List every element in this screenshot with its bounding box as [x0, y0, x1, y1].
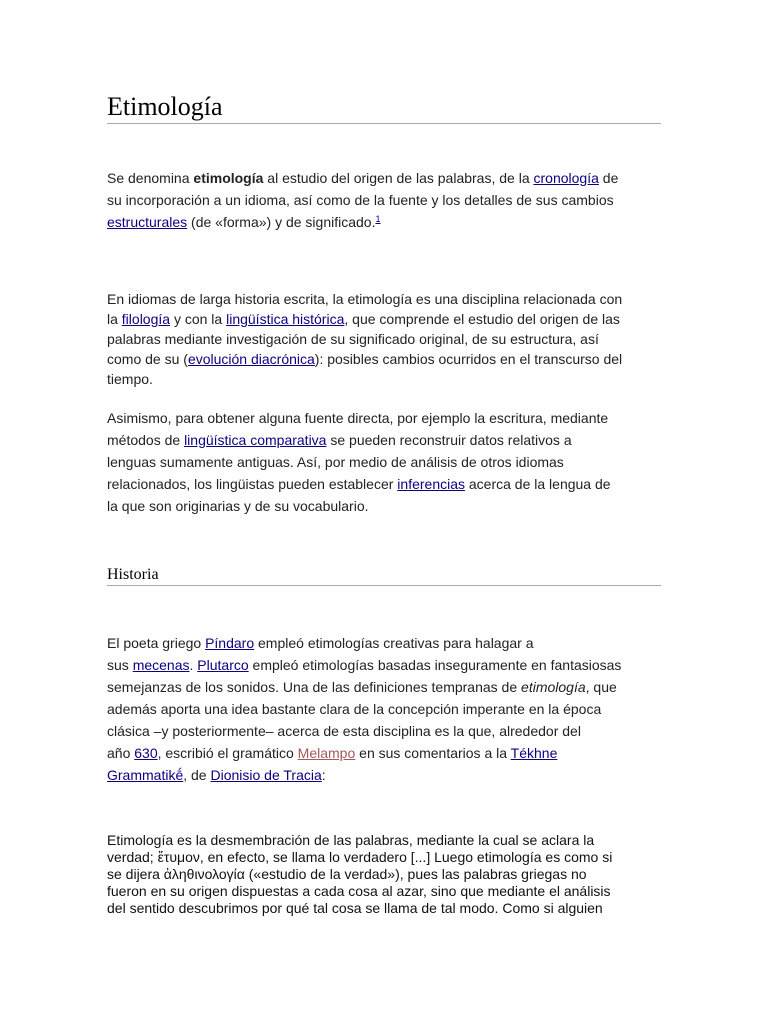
paragraph [107, 632, 667, 786]
text: métodos de [107, 432, 185, 448]
text-line [107, 167, 667, 189]
text-line: palabras mediante investigación de su significado original, de su estructura, así [107, 331, 599, 347]
text: se pueden reconstruir datos relativos a [326, 432, 572, 448]
link-filologia[interactable]: filología [121, 311, 171, 327]
text: , escribió el gramático [157, 745, 298, 761]
text-line [107, 473, 667, 495]
text: la [107, 311, 122, 327]
link-630[interactable]: 630 [134, 745, 158, 761]
text-line [107, 676, 667, 698]
italic-term: etimología [521, 679, 586, 695]
quote-block [107, 832, 667, 917]
paragraph [107, 407, 667, 517]
text-line: su incorporación a un idioma, así como de la fuente y los detalles de sus cambios [107, 192, 614, 208]
text-line: clásica –y posteriormente– acerca de esta disciplina es la que, alrededor del [107, 723, 581, 739]
link-plutarco[interactable]: Plutarco [197, 657, 249, 673]
text-line [107, 349, 667, 369]
text-line: Asimismo, para obtener alguna fuente directa, por ejemplo la escritura, mediante [107, 410, 609, 426]
text: empleó etimologías creativas para halagar a [254, 635, 534, 651]
link-pindaro[interactable]: Píndaro [205, 635, 255, 651]
link-tekhne[interactable]: Tékhne [510, 745, 558, 761]
text-line: además aporta una idea bastante clara de la concepción imperante en la época [107, 701, 602, 717]
text: de [598, 170, 619, 186]
text-line: verdad; ἔτυμον, en efecto, se llama lo verdadero [...] Luego etimología es como si [107, 849, 613, 865]
text: Se denomina [107, 170, 194, 186]
text-line [107, 211, 667, 233]
link-linguistica-historica[interactable]: lingüística histórica [226, 311, 345, 327]
text: El poeta griego [107, 635, 206, 651]
link-evolucion-diacronica[interactable]: evolución diacrónica [187, 351, 315, 367]
text: como de su ( [107, 351, 188, 367]
reference-link[interactable]: 1 [375, 214, 381, 224]
link-estructurales[interactable]: estructurales [107, 214, 188, 230]
text-line [107, 429, 667, 451]
text: , de [183, 767, 211, 783]
text-line [107, 742, 667, 764]
text-line: Etimología es la desmembración de las palabras, mediante la cual se aclara la [107, 832, 595, 848]
link-grammatike[interactable]: Grammatikḗ [107, 767, 184, 783]
link-mecenas[interactable]: mecenas [132, 657, 190, 673]
text: , que [585, 679, 617, 695]
link-inferencias[interactable]: inferencias [397, 476, 465, 492]
text: año [107, 745, 135, 761]
text: ): posibles cambios ocurridos en el transcurso del [314, 351, 623, 367]
link-dionisio-de-tracia[interactable]: Dionisio de Tracia [210, 767, 322, 783]
paragraph [107, 289, 667, 389]
text: al estudio del origen de las palabras, de la [263, 170, 534, 186]
text: sus [107, 657, 133, 673]
text-line: tiempo. [107, 371, 153, 387]
text-line: lenguas sumamente antiguas. Así, por medio de análisis de otros idiomas [107, 454, 564, 470]
text: en sus comentarios a la [355, 745, 511, 761]
section-heading-historia: Historia [107, 566, 661, 586]
text: empleó etimologías basadas inseguramente en fantasiosas [248, 657, 622, 673]
text-line: fueron en su origen dispuestas a cada cosa al azar, sino que mediante el análisis [107, 883, 611, 899]
link-cronologia[interactable]: cronología [533, 170, 599, 186]
bold-term: etimología [193, 170, 264, 186]
text-line [107, 309, 667, 329]
text: (de «forma») y de significado. [187, 214, 376, 230]
text: relacionados, los lingüistas pueden establecer [107, 476, 398, 492]
text-line: En idiomas de larga historia escrita, la etimología es una disciplina relacionada con [107, 291, 623, 307]
page-title: Etimología [107, 92, 661, 124]
text-line: se dijera ἀληθινολογία («estudio de la verdad»), pues las palabras griegas no [107, 866, 587, 882]
text: acerca de la lengua de [465, 476, 611, 492]
link-melampo[interactable]: Melampo [297, 745, 356, 761]
text-line [107, 654, 667, 676]
text-line [107, 764, 667, 786]
intro-paragraph [107, 167, 667, 233]
text: , que comprende el estudio del origen de las [344, 311, 620, 327]
text-line [107, 632, 667, 654]
text: semejanzas de los sonidos. Una de las definiciones tempranas de [107, 679, 522, 695]
text-line: del sentido descubrimos por qué tal cosa se llama de tal modo. Como si alguien [107, 900, 603, 916]
link-linguistica-comparativa[interactable]: lingüística comparativa [184, 432, 327, 448]
text: . [189, 657, 198, 673]
text: y con la [170, 311, 227, 327]
text: : [321, 767, 326, 783]
text-line: la que son originarias y de su vocabulario. [107, 498, 369, 514]
